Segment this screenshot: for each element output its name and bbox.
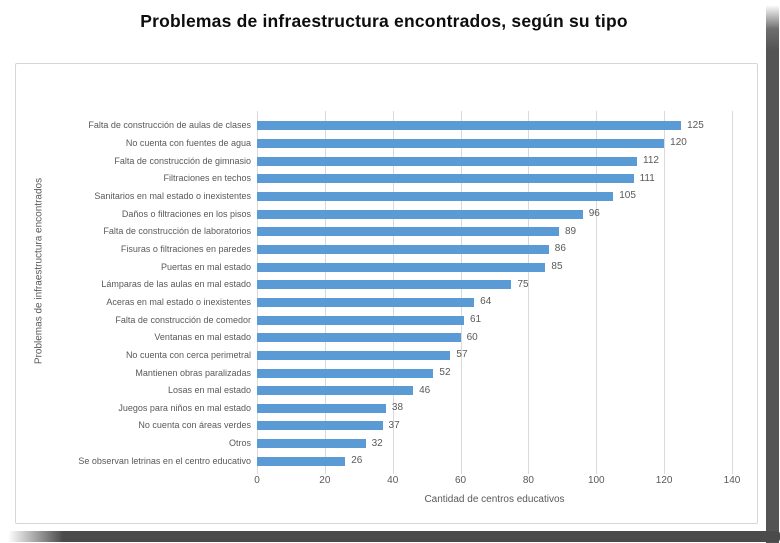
bar-value-label: 46 <box>419 384 431 396</box>
chart-panel <box>15 63 758 524</box>
bar-row <box>257 364 732 382</box>
category-label: Falta de construcción de aulas de clases <box>88 120 251 131</box>
category-label: Falta de construcción de gimnasio <box>114 155 251 166</box>
category-row <box>16 311 251 329</box>
category-label: Falta de construcción de laboratorios <box>103 226 251 237</box>
bar-value-label: 57 <box>456 349 468 361</box>
bar-row <box>257 241 732 259</box>
bar-value-label: 96 <box>588 208 600 220</box>
bar <box>257 227 559 236</box>
bar <box>257 245 549 254</box>
category-label: Puertas en mal estado <box>160 261 251 272</box>
category-label: Otros <box>228 438 251 449</box>
bar <box>257 192 613 201</box>
bar-row <box>257 117 732 135</box>
x-axis-tick-label: 120 <box>655 475 673 486</box>
bar-row <box>257 135 732 153</box>
category-row <box>16 223 251 241</box>
category-row <box>16 400 251 418</box>
x-axis-tick-label: 80 <box>522 475 534 486</box>
category-label: Filtraciones en techos <box>163 173 251 184</box>
bar-row <box>257 400 732 418</box>
category-row <box>16 135 251 153</box>
bar <box>257 263 545 272</box>
category-row <box>16 294 251 312</box>
bar <box>257 298 474 307</box>
bar-value-label: 75 <box>517 278 529 290</box>
bar-value-label: 85 <box>551 261 563 273</box>
category-row <box>16 435 251 453</box>
bar <box>257 369 433 378</box>
bar-value-label: 105 <box>619 190 636 202</box>
y-axis-title: Problemas de infraestructura encontrados <box>33 177 45 365</box>
category-label: Sanitarios en mal estado o inexistentes <box>94 190 251 201</box>
bar-rows <box>257 117 732 470</box>
bar-row <box>257 311 732 329</box>
bar <box>257 174 634 183</box>
x-axis-tick-label: 100 <box>587 475 605 486</box>
category-row <box>16 452 251 470</box>
category-row <box>16 170 251 188</box>
category-row <box>16 382 251 400</box>
x-axis-tick-label: 40 <box>387 475 399 486</box>
bar <box>257 404 386 413</box>
category-row <box>16 205 251 223</box>
category-label: Fisuras o filtraciones en paredes <box>120 243 251 254</box>
bar-row <box>257 294 732 312</box>
bar-value-label: 120 <box>670 137 687 149</box>
category-label: No cuenta con fuentes de agua <box>125 137 251 148</box>
bar-row <box>257 329 732 347</box>
bar-value-label: 26 <box>351 455 363 467</box>
category-row <box>16 329 251 347</box>
gridline <box>732 111 733 474</box>
bar-row <box>257 152 732 170</box>
category-row <box>16 347 251 365</box>
bar-value-label: 32 <box>371 437 383 449</box>
bar-row <box>257 347 732 365</box>
x-axis-tick-label: 60 <box>455 475 467 486</box>
bar-value-label: 37 <box>388 419 400 431</box>
bar-row <box>257 382 732 400</box>
category-row <box>16 241 251 259</box>
bar-value-label: 112 <box>643 155 659 167</box>
bar-row <box>257 223 732 241</box>
category-label: Lámparas de las aulas en mal estado <box>101 279 251 290</box>
bar-row <box>257 435 732 453</box>
bar <box>257 421 383 430</box>
bar-row <box>257 417 732 435</box>
bar-value-label: 52 <box>439 367 451 379</box>
x-axis-tick-label: 20 <box>319 475 331 486</box>
bar-row <box>257 170 732 188</box>
category-axis <box>16 117 251 470</box>
bar <box>257 316 464 325</box>
x-axis-ticks <box>254 475 741 489</box>
bar <box>257 280 511 289</box>
bar-row <box>257 205 732 223</box>
bar-value-label: 86 <box>554 243 566 255</box>
bar <box>257 157 637 166</box>
category-label: Juegos para niños en mal estado <box>118 402 251 413</box>
category-row <box>16 417 251 435</box>
bar-row <box>257 452 732 470</box>
x-axis-title: Cantidad de centros educativos <box>424 494 565 505</box>
bar-value-label: 38 <box>391 402 404 414</box>
category-row <box>16 276 251 294</box>
page-shadow-right <box>766 5 779 543</box>
category-label: Losas en mal estado <box>167 385 251 396</box>
category-label: No cuenta con áreas verdes <box>138 420 251 431</box>
category-label: Se observan letrinas en el centro educativo <box>78 455 251 466</box>
category-row <box>16 152 251 170</box>
chart-title: Problemas de infraestructura encontrados, según su tipo <box>140 11 628 31</box>
plot-area <box>257 111 732 474</box>
bar-value-label: 64 <box>480 296 492 308</box>
bar <box>257 121 681 130</box>
bar <box>257 439 366 448</box>
bar <box>257 139 664 148</box>
x-axis-tick-label: 140 <box>723 475 741 486</box>
bar-value-label: 111 <box>639 172 655 184</box>
bar <box>257 333 461 342</box>
page-shadow-bottom <box>8 531 780 542</box>
category-row <box>16 364 251 382</box>
category-label: Falta de construcción de comedor <box>115 314 251 325</box>
bar-value-label: 89 <box>564 225 577 237</box>
category-label: Aceras en mal estado o inexistentes <box>106 296 251 307</box>
category-label: Ventanas en mal estado <box>154 332 251 343</box>
bar <box>257 457 345 466</box>
bar-value-label: 60 <box>466 331 478 343</box>
category-label: Mantienen obras paralizadas <box>135 367 251 378</box>
bar-row <box>257 188 732 206</box>
bar <box>257 386 413 395</box>
category-row <box>16 258 251 276</box>
category-row <box>16 117 251 135</box>
x-axis-tick-label: 0 <box>254 475 260 486</box>
bar <box>257 351 450 360</box>
bar-value-label: 125 <box>687 119 704 131</box>
bar <box>257 210 583 219</box>
bar-value-label: 61 <box>469 314 482 326</box>
bar-row <box>257 258 732 276</box>
category-label: No cuenta con cerca perimetral <box>125 349 251 360</box>
category-row <box>16 188 251 206</box>
bar-row <box>257 276 732 294</box>
category-label: Daños o filtraciones en los pisos <box>121 208 251 219</box>
